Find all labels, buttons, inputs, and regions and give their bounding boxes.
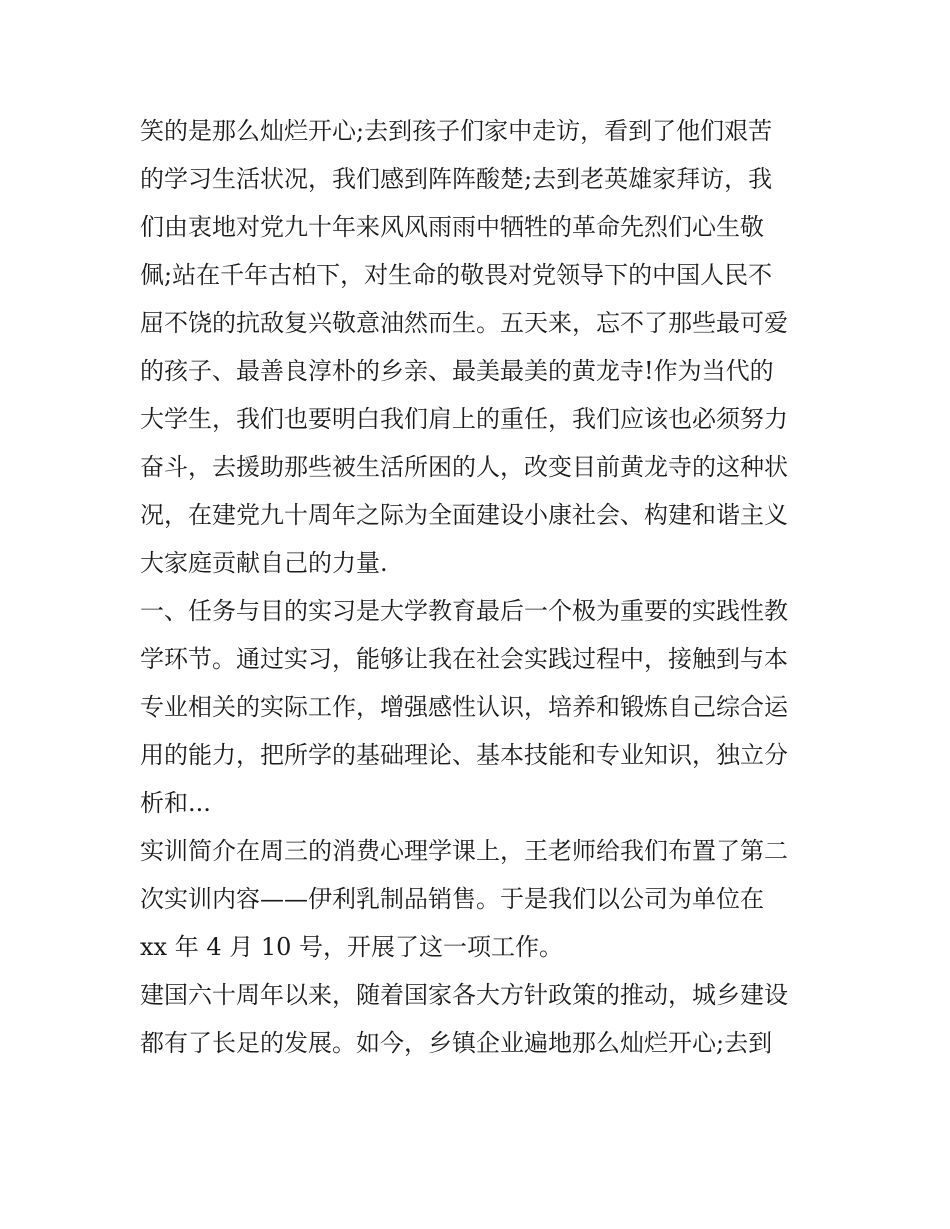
text-line: 次实训内容——伊利乳制品销售。于是我们以公司为单位在 xyxy=(140,885,764,913)
text-line: 都有了长足的发展。如今，乡镇企业遍地那么灿烂开心;去到 xyxy=(140,1029,773,1057)
text-line: 实训简介在周三的消费心理学课上，王老师给我们布置了第二 xyxy=(140,837,788,865)
text-line: 笑的是那么灿烂开心;去到孩子们家中走访，看到了他们艰苦 xyxy=(140,117,773,145)
text-line: 学环节。通过实习，能够让我在社会实践过程中，接触到与本 xyxy=(140,645,788,673)
text-line: 专业相关的实际工作，增强感性认识，培养和锻炼自己综合运 xyxy=(140,693,788,721)
text-line: xx 年 4 月 10 号，开展了这一项工作。 xyxy=(140,933,564,961)
text-line: 屈不饶的抗敌复兴敬意油然而生。五天来，忘不了那些最可爱 xyxy=(140,309,788,337)
text-line: 大学生，我们也要明白我们肩上的重任，我们应该也必须努力 xyxy=(140,405,788,433)
text-line: 析和... xyxy=(140,789,211,817)
text-line: 大家庭贡献自己的力量. xyxy=(140,549,388,577)
text-line: 用的能力，把所学的基础理论、基本技能和专业知识，独立分 xyxy=(140,741,788,769)
text-line: 的孩子、最善良淳朴的乡亲、最美最美的黄龙寺!作为当代的 xyxy=(140,357,774,385)
text-line: 的学习生活状况，我们感到阵阵酸楚;去到老英雄家拜访，我 xyxy=(140,165,773,193)
text-line: 建国六十周年以来，随着国家各大方针政策的推动，城乡建设 xyxy=(140,981,788,1009)
text-line: 们由衷地对党九十年来风风雨雨中牺牲的革命先烈们心生敬 xyxy=(140,213,764,241)
body-text xyxy=(140,107,820,1067)
text-line: 佩;站在千年古柏下，对生命的敬畏对党领导下的中国人民不 xyxy=(140,261,773,289)
text-line: 况，在建党九十周年之际为全面建设小康社会、构建和谐主义 xyxy=(140,501,788,529)
text-line: 奋斗，去援助那些被生活所困的人，改变目前黄龙寺的这种状 xyxy=(140,453,788,481)
text-line: 一、任务与目的实习是大学教育最后一个极为重要的实践性教 xyxy=(140,597,788,625)
